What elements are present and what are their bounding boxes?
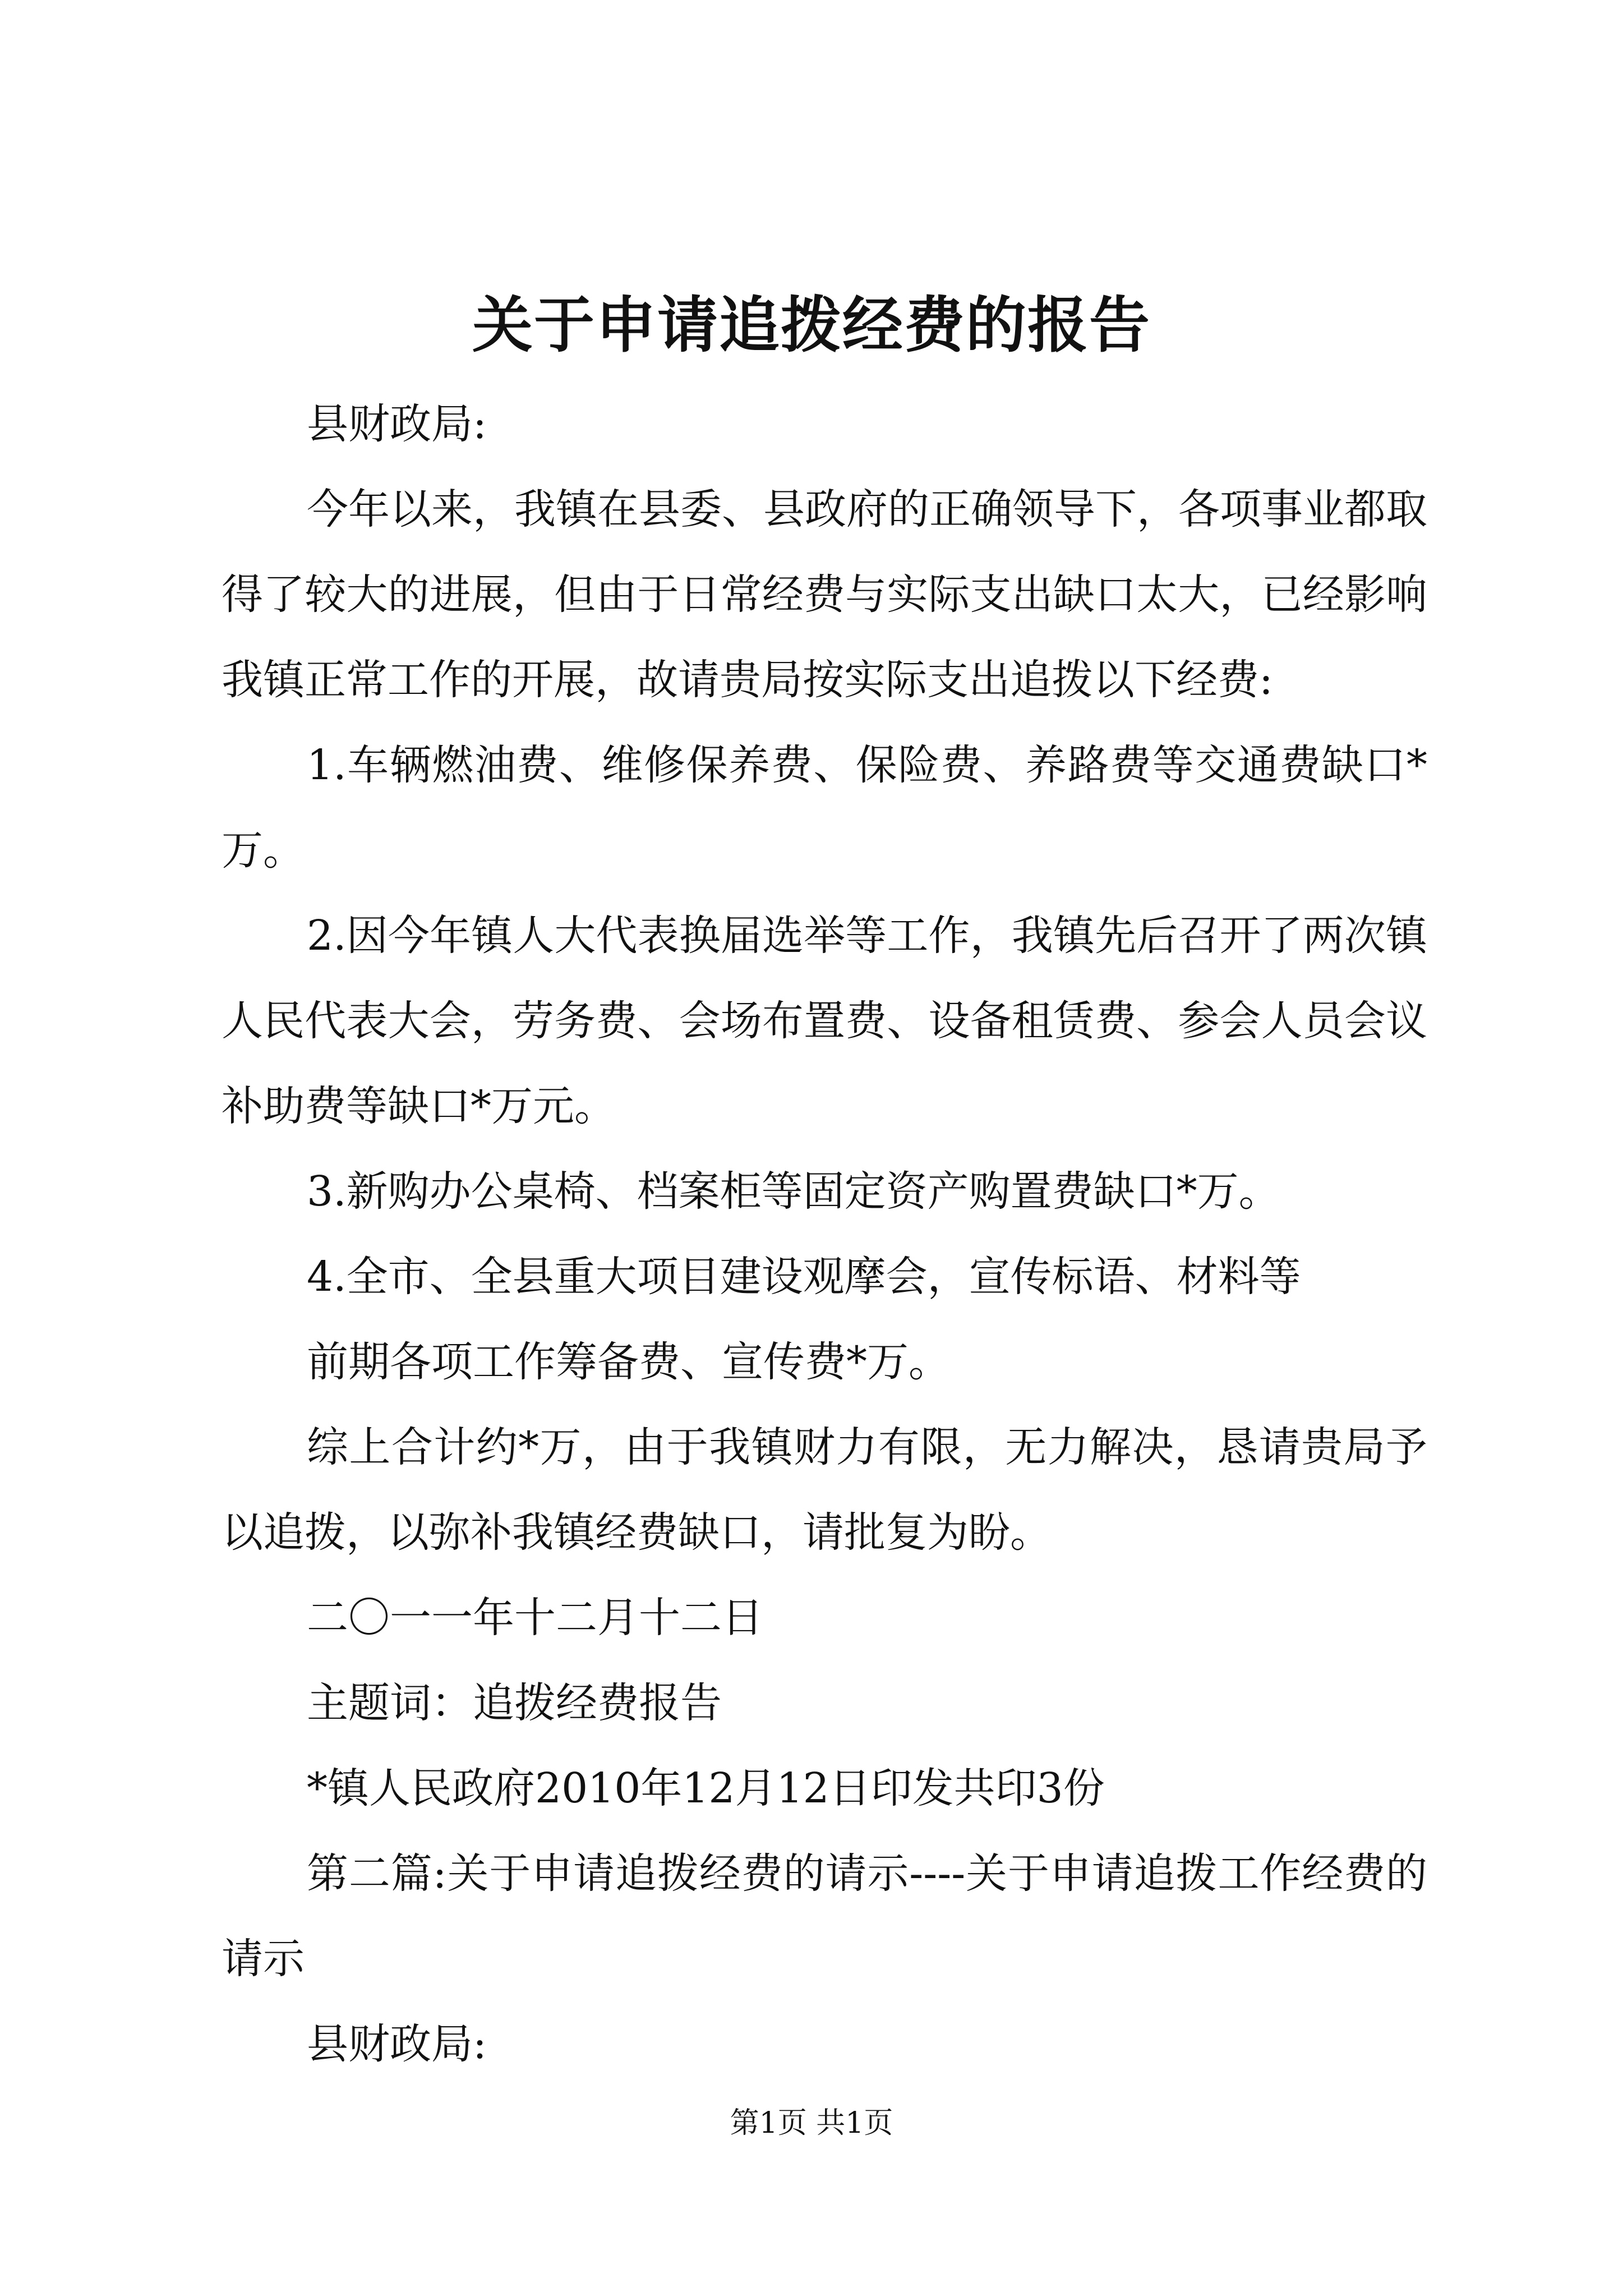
paragraph-salutation-2: 县财政局: [307,2020,487,2068]
paragraph-intro: 今年以来，我镇在县委、县政府的正确领导下，各项事业都取得了较大的进展，但由于日常经费与实际支出缺口太大，已经影响我镇正常工作的开展，故请贵局按实际支出追拨以下经费: [222,485,1427,704]
paragraph-item-4: 4.全市、全县重大项目建设观摩会，宣传标语、材料等 [307,1253,1301,1301]
page-footer: 第1页 共1页 [730,2106,893,2140]
paragraph-date: 二〇一一年十二月十二日 [307,1594,763,1642]
paragraph-item-4-cont: 前期各项工作筹备费、宣传费*万。 [307,1338,950,1386]
document-body [222,381,1427,2087]
paragraph-second-article-title: 第二篇:关于申请追拨经费的请示----关于申请追拨工作经费的请示 [222,1849,1427,1983]
document-title: 关于申请追拨经费的报告 [472,290,1151,361]
paragraph-summary: 综上合计约*万，由于我镇财力有限，无力解决，恳请贵局予以追拨，以弥补我镇经费缺口，请批复为盼。 [222,1423,1427,1557]
paragraph-keywords: 主题词：追拨经费报告 [307,1679,722,1727]
paragraph-item-3: 3.新购办公桌椅、档案柜等固定资产购置费缺口*万。 [307,1167,1280,1216]
paragraph-issuance: *镇人民政府2010年12月12日印发共印3份 [307,1764,1105,1812]
paragraph-item-2: 2.因今年镇人大代表换届选举等工作，我镇先后召开了两次镇人民代表大会，劳务费、会场布置费、设备租赁费、参会人员会议补助费等缺口*万元。 [222,912,1427,1130]
paragraph-item-1: 1.车辆燃油费、维修保养费、保险费、养路费等交通费缺口*万。 [222,741,1427,875]
paragraph-salutation: 县财政局: [307,400,487,448]
